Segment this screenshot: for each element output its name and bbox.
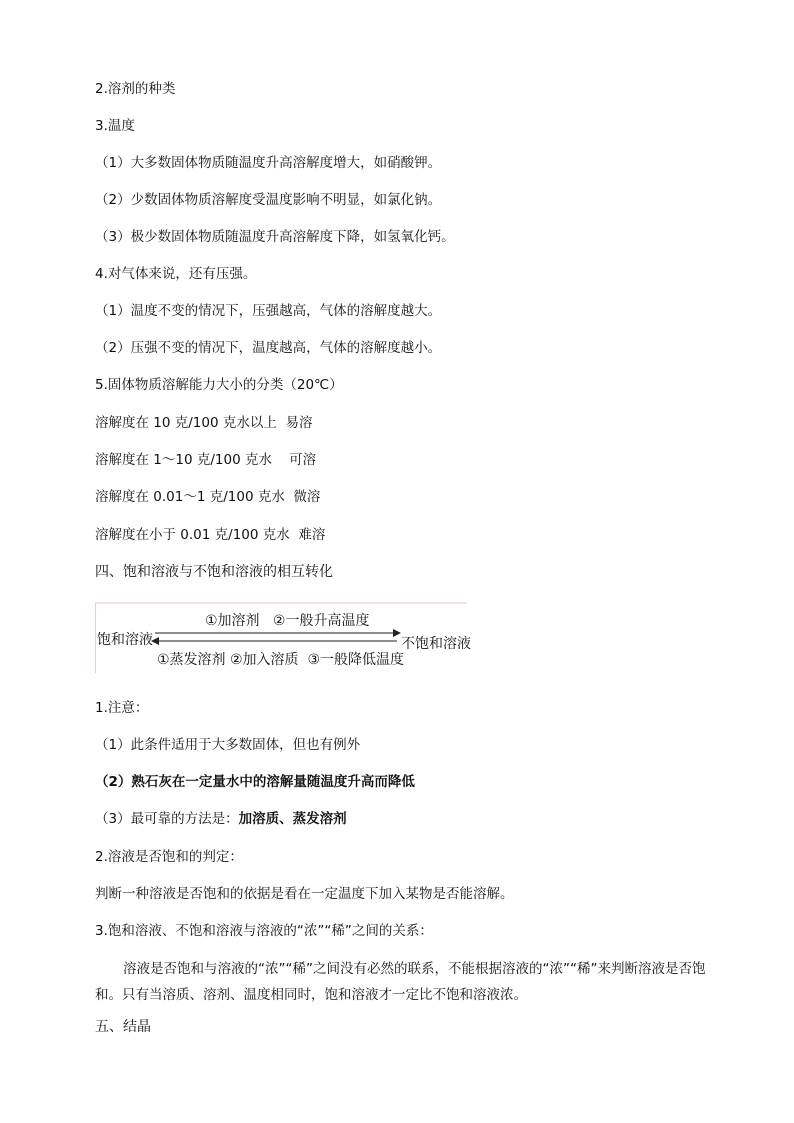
note-item-2: （2）熟石灰在一定量水中的溶解量随温度升高而降低 [95,774,415,790]
solubility-class-insoluble: 溶解度在小于 0.01 克/100 克水 难溶 [95,527,326,543]
note-item-1: （1）此条件适用于大多数固体，但也有例外 [95,737,361,753]
section-4-title: 4.对气体来说，还有压强。 [95,266,257,282]
conversion-diagram [95,601,470,673]
saturation-judgement-rule: 判断一种溶液是否饱和的依据是看在一定温度下加入某物是否能溶解。 [95,886,514,902]
section-2-title: 2.溶剂的种类 [95,81,176,97]
chapter-4-heading: 四、饱和溶液与不饱和溶液的相互转化 [95,564,333,580]
section-3-title: 3.温度 [95,118,135,134]
solubility-class-slight: 溶解度在 0.01～1 克/100 克水 微溶 [95,489,321,505]
chapter-5-heading: 五、结晶 [95,1019,151,1035]
note-item-3-method: 加溶质、蒸发溶剂 [238,811,347,827]
concentration-relation-paragraph: 溶液是否饱和与溶液的“浓”“稀”之间没有必然的联系，不能根据溶液的“浓”“稀”来判断溶液是否饱和。只有当溶质、溶剂、温度相同时，饱和溶液才一定比不饱和溶液浓。 [95,961,706,1003]
solubility-class-easy: 溶解度在 10 克/100 克水以上 易溶 [95,415,313,431]
temp-item-2: （2）少数固体物质溶解度受温度影响不明显，如氯化钠。 [95,192,442,208]
note-item-3 [95,810,347,828]
to-unsaturated-conditions: ①加溶剂 ②一般升高温度 [205,613,370,629]
pressure-item-2: （2）压强不变的情况下，温度越高，气体的溶解度越小。 [95,340,442,356]
solubility-class-soluble: 溶解度在 1～10 克/100 克水 可溶 [95,452,317,468]
note-title: 1.注意： [95,700,149,716]
pressure-item-1: （1）温度不变的情况下，压强越高，气体的溶解度越大。 [95,303,442,319]
note-item-3-prefix: （3）最可靠的方法是： [95,811,239,827]
saturation-judgement-title: 2.溶液是否饱和的判定： [95,849,243,865]
concentration-relation-title: 3.饱和溶液、不饱和溶液与溶液的“浓”“稀”之间的关系： [95,923,433,939]
temp-item-1: （1）大多数固体物质随温度升高溶解度增大，如硝酸钾。 [95,155,442,171]
unsaturated-solution-label: 不饱和溶液 [401,636,471,652]
temp-item-3: （3）极少数固体物质随温度升高溶解度下降，如氢氧化钙。 [95,229,455,245]
section-5-title: 5.固体物质溶解能力大小的分类（20℃） [95,377,343,393]
saturated-solution-label: 饱和溶液 [97,632,153,648]
to-saturated-conditions: ①蒸发溶剂 ②加入溶质 ③一般降低温度 [157,652,405,668]
